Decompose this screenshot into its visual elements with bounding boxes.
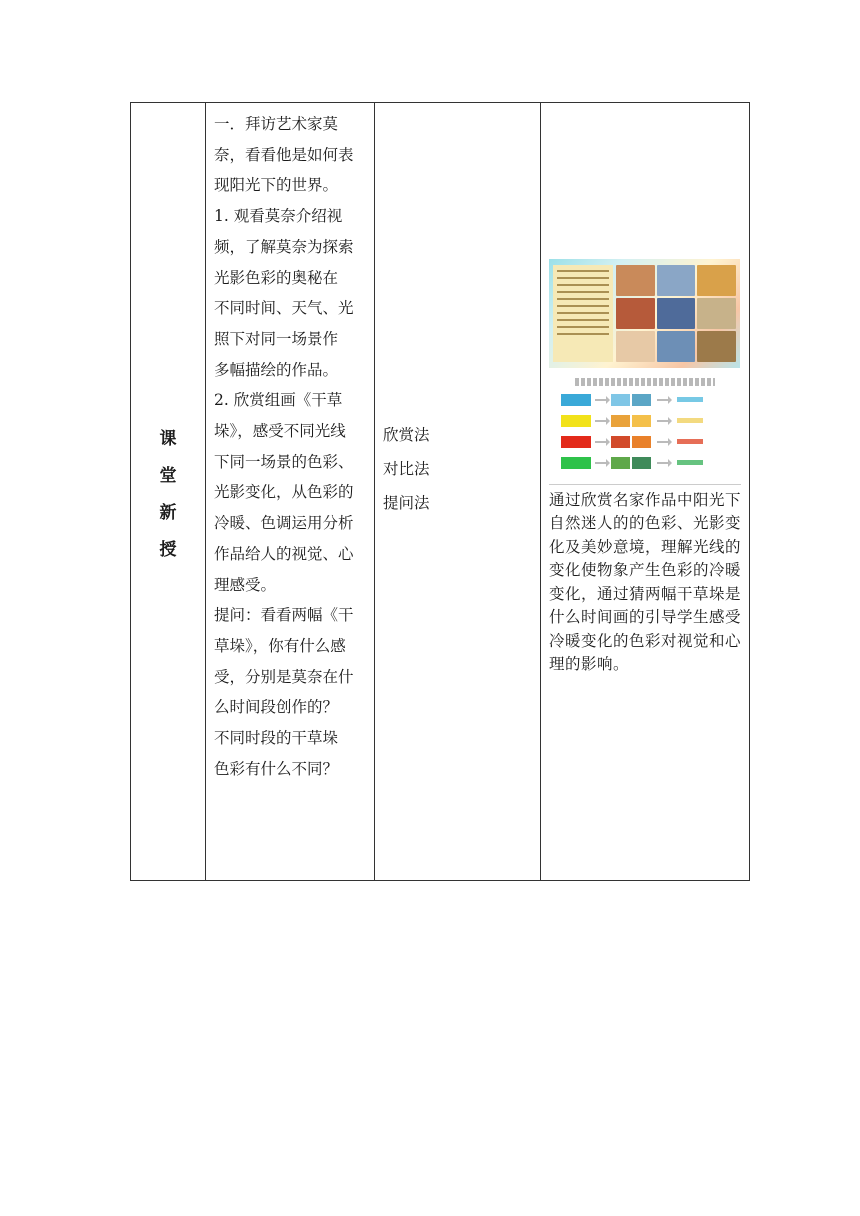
content-line: 光影变化，从色彩的: [214, 483, 354, 502]
content-line: 频，了解莫奈为探索: [214, 237, 354, 256]
feeling-tag: [677, 460, 703, 465]
content-line: 现阳光下的世界。: [214, 176, 339, 195]
stage-char: 新: [159, 502, 177, 523]
scene-thumbnail: [632, 436, 651, 448]
arrow-icon: [657, 462, 669, 464]
color-row: [549, 413, 740, 429]
color-emotion-image: [549, 378, 740, 478]
painting-thumbnail: [616, 298, 655, 329]
content-line: 不同时段的干草垛: [214, 729, 339, 748]
method-item: 欣赏法: [383, 425, 430, 444]
painting-thumbnail: [697, 265, 736, 296]
scene-thumbnail: [611, 415, 630, 427]
content-line: 多幅描绘的作品。: [214, 360, 339, 379]
painting-thumbnail: [616, 265, 655, 296]
content-line: 理感受。: [214, 575, 277, 594]
image-caption: [575, 378, 715, 386]
color-swatch: [561, 415, 591, 427]
painting-thumbnail: [697, 331, 736, 362]
arrow-icon: [657, 420, 669, 422]
content-line: 受，分别是莫奈在什: [214, 667, 354, 686]
painting-grid: [616, 265, 736, 362]
stage-char: 堂: [159, 465, 177, 486]
color-row: [549, 392, 740, 408]
feeling-tag: [677, 439, 703, 444]
monet-haystacks-image: [549, 259, 740, 368]
arrow-icon: [657, 441, 669, 443]
painting-thumbnail: [616, 331, 655, 362]
content-line: 色彩有什么不同？: [214, 759, 339, 778]
content-line: 冷暖、色调运用分析: [214, 514, 354, 533]
arrow-icon: [595, 462, 607, 464]
stage-char: 授: [159, 539, 177, 560]
content-line: 1. 观看莫奈介绍视: [214, 207, 343, 226]
scene-thumbnail: [611, 394, 630, 406]
painting-thumbnail: [697, 298, 736, 329]
scene-thumbnail: [632, 415, 651, 427]
content-line: 光影色彩的奥秘在: [214, 268, 339, 287]
intent-cell: [541, 103, 750, 881]
color-swatch: [561, 457, 591, 469]
design-intent-text: 通过欣赏名家作品中阳光下自然迷人的的色彩、光影变化及美妙意境，理解光线的变化使物象产生色彩的冷暖变化，通过猜两幅干草垛是什么时间画的引导学生感受冷暖变化的色彩对视觉和心理的影响。: [549, 490, 742, 673]
stage-label: [160, 424, 177, 560]
painting-thumbnail: [657, 265, 696, 296]
content-cell: [206, 103, 375, 881]
content-line: 草垛》，你有什么感: [214, 636, 346, 655]
content-line: 作品给人的视觉、心: [214, 544, 354, 563]
lesson-plan-table: [130, 102, 750, 881]
painting-thumbnail: [657, 331, 696, 362]
content-line: 不同时间、天气、光: [214, 299, 354, 318]
color-row: [549, 455, 740, 471]
scene-thumbnail: [632, 394, 651, 406]
content-line: 么时间段创作的？: [214, 698, 339, 717]
scene-thumbnail: [611, 457, 630, 469]
color-swatch: [561, 436, 591, 448]
content-line: 垛》，感受不同光线: [214, 422, 346, 441]
content-line: 奈，看看他是如何表: [214, 145, 354, 164]
color-swatch: [561, 394, 591, 406]
arrow-icon: [595, 420, 607, 422]
method-item: 提问法: [383, 493, 430, 512]
color-row: [549, 434, 740, 450]
arrow-icon: [595, 441, 607, 443]
feeling-tag: [677, 397, 703, 402]
feeling-tag: [677, 418, 703, 423]
content-line: 一．拜访艺术家莫: [214, 115, 339, 133]
stage-cell: [131, 103, 206, 881]
content-line: 2. 欣赏组画《干草: [214, 391, 343, 410]
teaching-content: [206, 103, 374, 784]
image-text-panel: [553, 265, 613, 362]
scene-thumbnail: [611, 436, 630, 448]
scene-thumbnail: [632, 457, 651, 469]
arrow-icon: [657, 399, 669, 401]
arrow-icon: [595, 399, 607, 401]
content-line: 下同一场景的色彩、: [214, 452, 354, 471]
method-cell: [375, 103, 541, 881]
stage-char: 课: [159, 428, 177, 449]
painting-thumbnail: [657, 298, 696, 329]
content-line: 提问：看看两幅《干: [214, 606, 354, 625]
content-line: 照下对同一场景作: [214, 329, 339, 348]
teaching-methods: [375, 418, 540, 520]
method-item: 对比法: [383, 459, 430, 478]
